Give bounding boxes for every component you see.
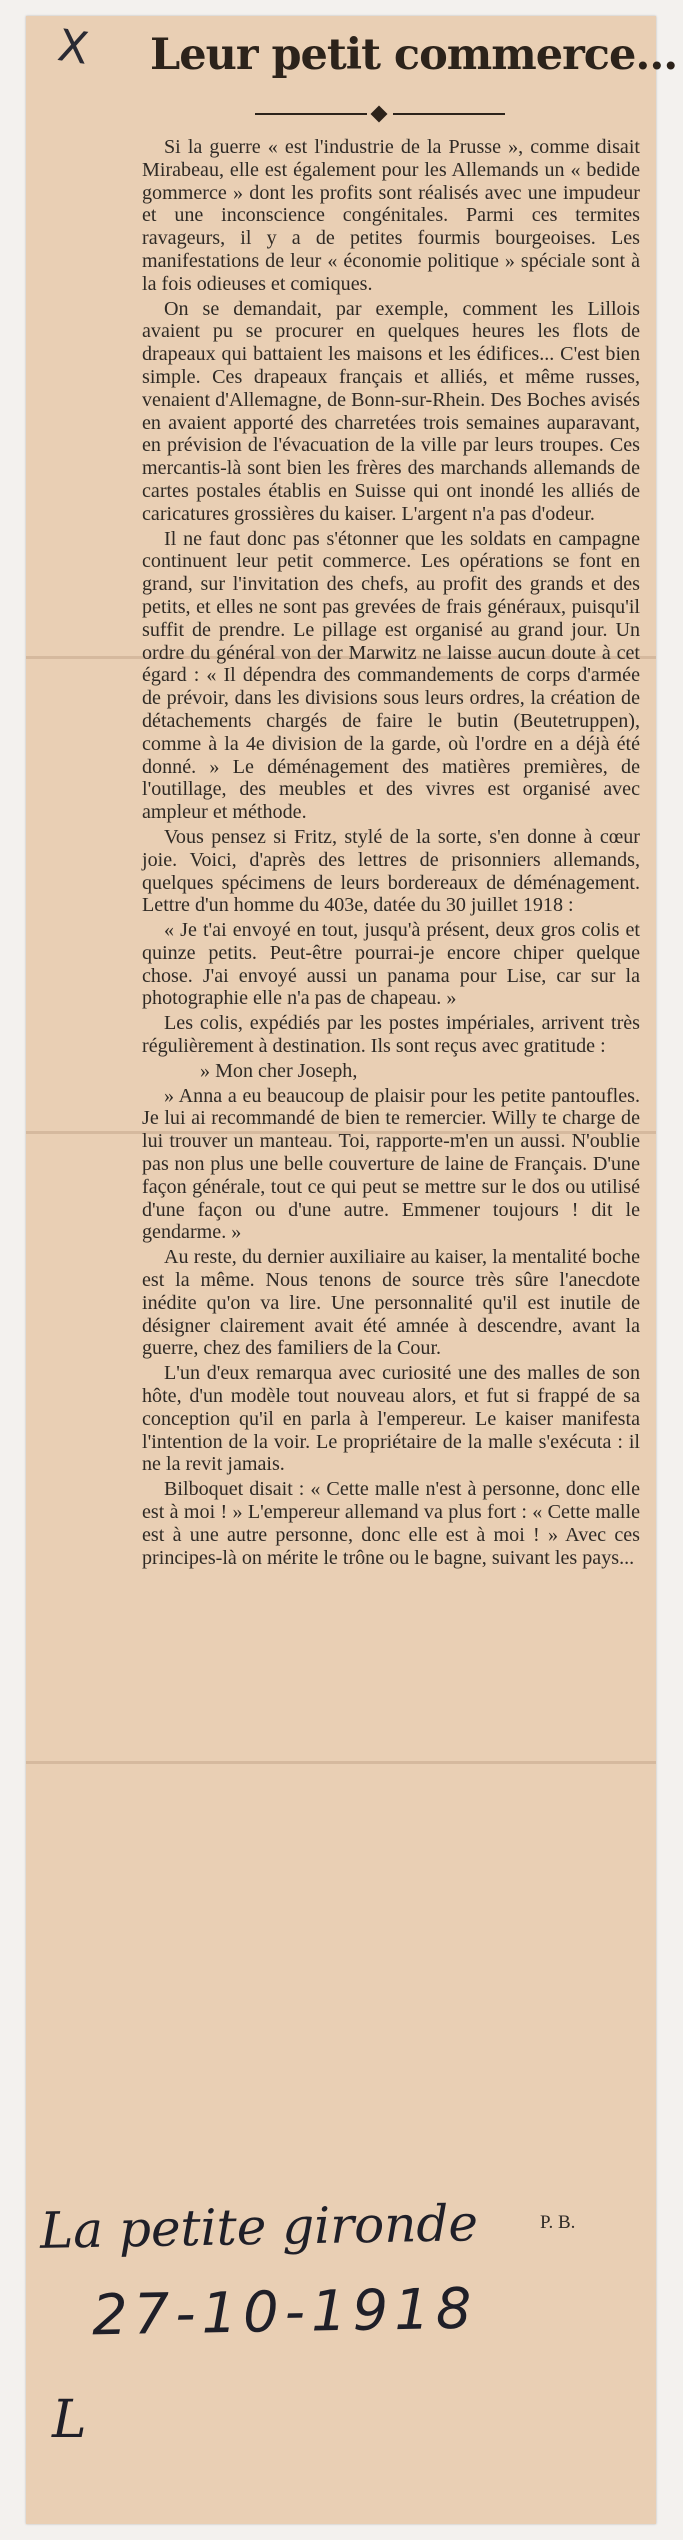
paragraph: Si la guerre « est l'industrie de la Prusse », comme disait Mirabeau, elle est également pour les Allemands un « bedide gommerce » dont les profits sont réalisés avec une impudeur et une inconscience congénitales. Parmi ces termites ravageurs, il y a de petites fourmis bourgeoises. Les manifestations de leur « économie politique » spéciale sont à la fois odieuses et comiques. bbox=[142, 136, 640, 295]
author-signature: P. B. bbox=[540, 2212, 576, 2233]
handwritten-initial: L bbox=[52, 2390, 87, 2450]
headline-ornament bbox=[255, 104, 505, 124]
handwritten-source: La petite gironde bbox=[39, 2194, 479, 2260]
paragraph: On se demandait, par exemple, comment les Lillois avaient pu se procurer en quelques heures les flots de drapeaux qui battaient les maisons et les édifices... C'est bien simple. Ces drapeaux français et alliés, et même russes, venaient d'Allemagne, de Bonn-sur-Rhein. Des Boches avisés en avaient apporté des charretées trois semaines auparavant, en prévision de l'évacuation de la ville par leurs troupes. Ces mercantis-là sont bien les frères des marchands allemands de cartes postales établis en Suisse qui ont inondé les alliés de caricatures grossières du kaiser. L'argent n'a pas d'odeur. bbox=[142, 297, 640, 525]
paragraph: Bilboquet disait : « Cette malle n'est à personne, donc elle est à moi ! » L'empereur allemand va plus fort : « Cette malle est à une autre personne, donc elle est à moi ! » Avec ces principes-là on mérite le trône ou le bagne, suivant les pays... bbox=[142, 1478, 640, 1569]
letter-salutation: » Mon cher Joseph, bbox=[200, 1059, 358, 1082]
quoted-letter: « Je t'ai envoyé en tout, jusqu'à présent, deux gros colis et quinze petits. Peut-être pourrai-je encore chiper quelque chose. J'ai envoyé aussi un panama pour Lise, car sur la photographie elle n'a pas de chapeau. » bbox=[142, 919, 640, 1010]
quoted-letter: » Anna a eu beaucoup de plaisir pour les petite pantoufles. Je lui ai recommandé de bien te remercier. Willy te charge de lui trouver un manteau. Toi, rapporte-m'en un aussi. N'oublie pas non plus une belle couverture de laine de Français. D'une façon générale, tout ce qui peut se mettre sur le dos ou utilisé d'une façon ou d'une autre. Emmener toujours ! dit le gendarme. » bbox=[142, 1084, 640, 1244]
article-body bbox=[142, 136, 640, 1571]
paragraph: Au reste, du dernier auxiliaire au kaiser, la mentalité boche est la même. Nous tenons de source très sûre l'anecdote inédite qu'on va lire. Une personnalité qu'il est inutile de désigner clairement avait été amnée à descendre, avant la guerre, chez des familiers de la Cour. bbox=[142, 1246, 640, 1360]
fold-line bbox=[26, 1761, 656, 1764]
headline: Leur petit commerce... bbox=[150, 30, 678, 80]
handwritten-corner-mark: X bbox=[54, 20, 92, 75]
paragraph: Les colis, expédiés par les postes impériales, arrivent très régulièrement à destination. Ils sont reçus avec gratitude : bbox=[142, 1012, 640, 1058]
paragraph: L'un d'eux remarqua avec curiosité une des malles de son hôte, d'un modèle tout nouveau alors, et fut si frappé de sa conception qu'il en parla à l'empereur. Le kaiser manifesta l'intention de la voir. Le propriétaire de la malle s'exécuta : il ne la revit jamais. bbox=[142, 1362, 640, 1476]
paragraph: Il ne faut donc pas s'étonner que les soldats en campagne continuent leur petit commerce. Les opérations se font en grand, sur l'invitation des chefs, au profit des grands et des petits, et elles ne sont pas grevées de frais généraux, puisqu'il suffit de prendre. Le pillage est organisé au grand jour. Un ordre du général von der Marwitz ne laisse aucun doute à cet égard : « Il dépendra des commandements de corps d'armée de prévoir, dans les divisions sous leurs ordres, la création de détachements chargés de faire le butin (Beutetruppen), comme à la 4e division de la garde, où l'ordre en a déjà été donné. » Le déménagement des matières premières, de l'outillage, des meubles et des vivres est organisé avec ampleur et méthode. bbox=[142, 527, 640, 824]
paragraph: Vous pensez si Fritz, stylé de la sorte, s'en donne à cœur joie. Voici, d'après des lettres de prisonniers allemands, quelques spécimens de leurs bordereaux de déménagement. Lettre d'un homme du 403e, datée du 30 juillet 1918 : bbox=[142, 825, 640, 917]
handwritten-date: 27-10-1918 bbox=[91, 2276, 478, 2349]
